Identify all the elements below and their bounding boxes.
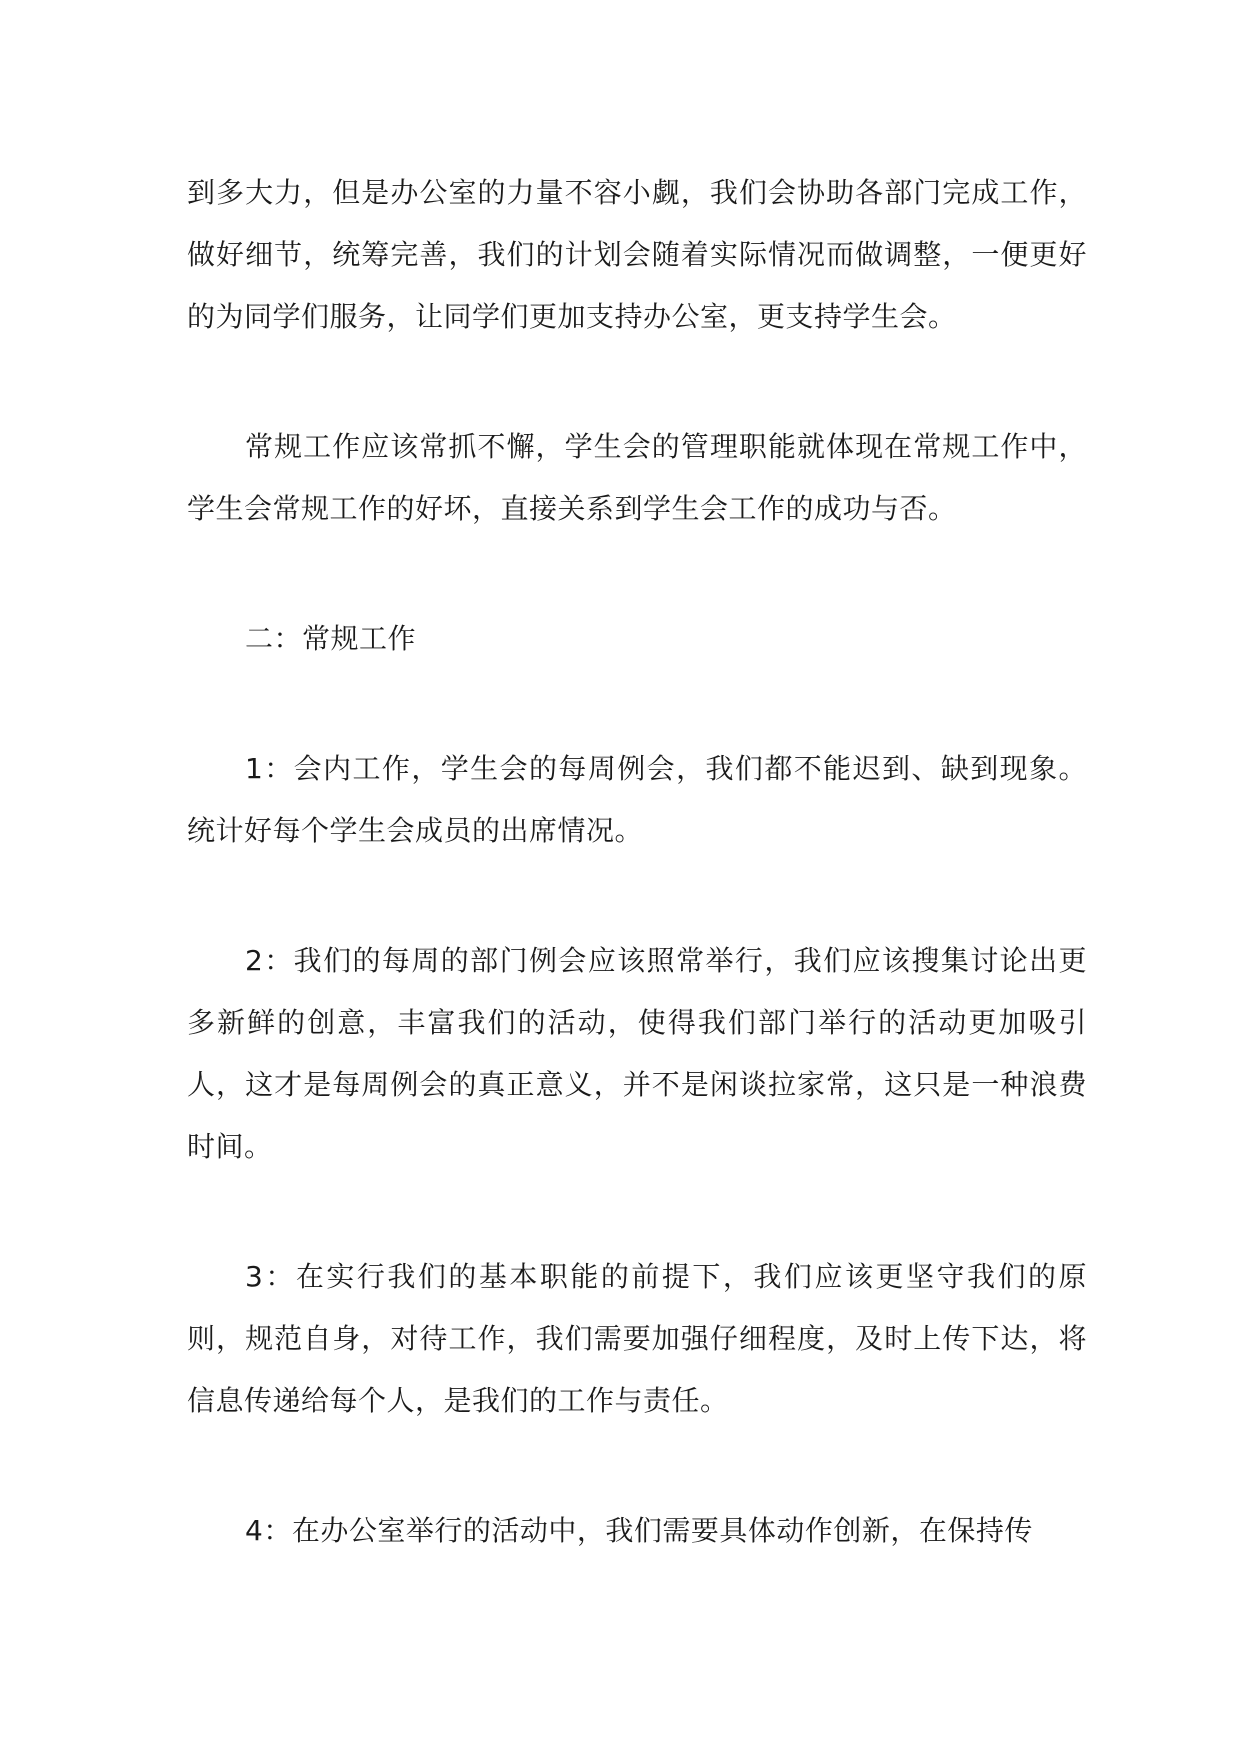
paragraph-continuation: 到多大力，但是办公室的力量不容小觑，我们会协助各部门完成工作，做好细节，统筹完善，我们的计划会随着实际情况而做调整，一便更好的为同学们服务，让同学们更加支持办公室，更支持学生会。: [187, 176, 1087, 333]
section-heading-routine-work: 二：常规工作: [245, 622, 417, 655]
paragraph-item-3: 3：在实行我们的基本职能的前提下，我们应该更坚守我们的原则，规范自身，对待工作，我们需要加强仔细程度，及时上传下达，将信息传递给每个人，是我们的工作与责任。: [187, 1260, 1087, 1417]
paragraph-item-2: 2：我们的每周的部门例会应该照常举行，我们应该搜集讨论出更多新鲜的创意，丰富我们的活动，使得我们部门举行的活动更加吸引人，这才是每周例会的真正意义，并不是闲谈拉家常，这只是一种浪费时间。: [187, 944, 1087, 1163]
document-body: [187, 162, 1087, 1630]
paragraph-routine-work-intro: 常规工作应该常抓不懈，学生会的管理职能就体现在常规工作中，学生会常规工作的好坏，直接关系到学生会工作的成功与否。: [187, 430, 1087, 525]
paragraph-item-1: 1：会内工作，学生会的每周例会，我们都不能迟到、缺到现象。统计好每个学生会成员的出席情况。: [187, 752, 1087, 847]
paragraph-item-4: 4：在办公室举行的活动中，我们需要具体动作创新，在保持传: [245, 1514, 1033, 1547]
